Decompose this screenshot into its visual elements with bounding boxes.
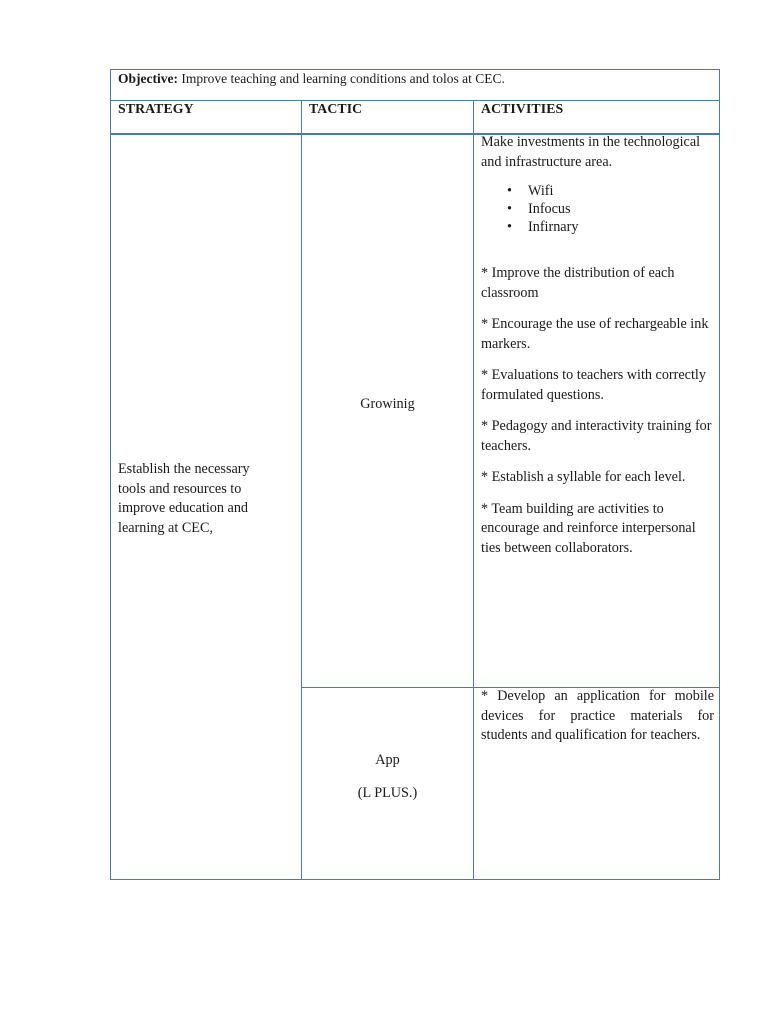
strategy-table (110, 69, 720, 880)
bullet-item: • Infocus (528, 200, 717, 218)
header-activities: ACTIVITIES (481, 101, 564, 116)
activity-item: * Evaluations to teachers with correctly formulated questions. (481, 367, 706, 403)
tactic-growing: Growinig (360, 396, 415, 412)
activities-intro: Make investments in the technological and infrastructure area. (481, 134, 701, 170)
activity-item: * Establish a syllable for each level. (481, 469, 686, 485)
bullet-item: • Wifi (528, 182, 717, 200)
row-divider-objective (111, 100, 719, 101)
header-strategy: STRATEGY (118, 101, 194, 116)
bullet-item: • Infirnary (528, 218, 717, 236)
objective-label: Objective: (118, 71, 178, 86)
col-divider-tactic (473, 100, 474, 879)
activity-item: * Improve the distribution of each classroom (481, 265, 675, 301)
tactic-app: App (375, 752, 400, 768)
activity-item: * Pedagogy and interactivity training for teachers. (481, 418, 712, 454)
activities-growing (481, 133, 717, 570)
tactic-app-subname: (L PLUS.) (357, 785, 418, 801)
objective-text: Improve teaching and learning conditions and tolos at CEC. (177, 71, 505, 86)
strategy-text: Establish the necessary tools and resources to improve education and learning at CEC, (118, 461, 250, 536)
activities-app: * Develop an application for mobile devices for practice materials for students and qualification for teachers. (481, 688, 714, 743)
header-tactic: TACTIC (309, 101, 363, 116)
activity-item: * Team building are activities to encourage and reinforce interpersonal ties between collaborators. (481, 500, 696, 556)
activity-item: * Encourage the use of rechargeable ink markers. (481, 316, 709, 352)
objective-row (118, 70, 714, 87)
bullet-list (481, 182, 717, 236)
